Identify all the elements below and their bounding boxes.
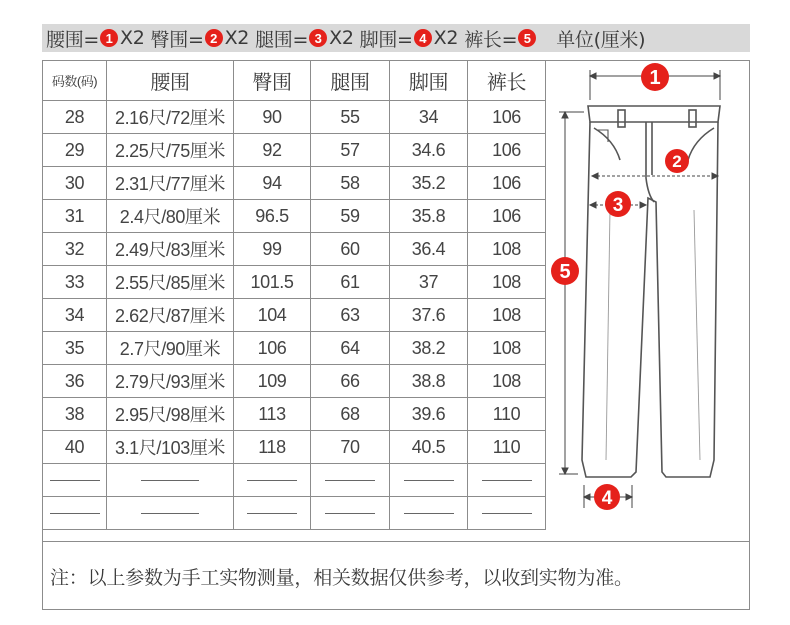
table-row — [43, 266, 546, 299]
table-cell: 33 — [43, 266, 107, 299]
table-row — [43, 101, 546, 134]
table-cell: 39.6 — [390, 398, 468, 431]
dimension-markers — [551, 63, 689, 510]
blank-underline — [404, 480, 454, 481]
column-header: 脚围 — [390, 61, 468, 101]
table-cell: 104 — [234, 299, 311, 332]
table-cell: 68 — [311, 398, 390, 431]
legend-length — [464, 25, 538, 52]
column-header: 腰围 — [107, 61, 234, 101]
blank-underline — [482, 480, 532, 481]
legend-badge: 3 — [309, 29, 327, 47]
table-cell: 106 — [468, 101, 546, 134]
table-cell: 2.25尺/75厘米 — [107, 134, 234, 167]
table-cell: 32 — [43, 233, 107, 266]
legend-label: 腿围= — [255, 28, 309, 51]
legend-label: 臀围= — [150, 28, 204, 51]
table-cell: 35.2 — [390, 167, 468, 200]
table-cell: 106 — [234, 332, 311, 365]
table-cell: 60 — [311, 233, 390, 266]
unit-label: 单位(厘米) — [556, 28, 646, 51]
legend-badge: 1 — [100, 29, 118, 47]
column-header: 裤长 — [468, 61, 546, 101]
table-row — [43, 431, 546, 464]
legend-suffix: X2 — [433, 27, 459, 49]
blank-underline — [141, 480, 199, 481]
blank-underline — [247, 480, 297, 481]
table-cell: 37.6 — [390, 299, 468, 332]
blank-cell — [468, 497, 546, 530]
legend-thigh — [255, 25, 354, 52]
table-cell: 34 — [43, 299, 107, 332]
column-header: 臀围 — [234, 61, 311, 101]
table-row — [43, 167, 546, 200]
blank-underline — [247, 513, 297, 514]
table-cell: 36 — [43, 365, 107, 398]
legend-suffix: X2 — [120, 27, 145, 49]
table-cell: 2.31尺/77厘米 — [107, 167, 234, 200]
legend-label: 脚围= — [359, 28, 413, 51]
disclaimer-text: 注：以上参数为手工实物测量，相关数据仅供参考，以收到实物为准。 — [50, 566, 633, 589]
table-cell: 36.4 — [390, 233, 468, 266]
table-cell: 90 — [234, 101, 311, 134]
legend-hem — [360, 25, 459, 52]
table-row — [43, 332, 546, 365]
blank-underline — [50, 480, 100, 481]
length-marker-label: 5 — [559, 261, 571, 283]
legend-suffix: X2 — [329, 27, 354, 49]
blank-cell — [43, 464, 107, 497]
blank-underline — [325, 513, 375, 514]
table-cell: 61 — [311, 266, 390, 299]
table-cell: 38.2 — [390, 332, 468, 365]
table-cell: 2.7尺/90厘米 — [107, 332, 234, 365]
legend-badge: 5 — [518, 29, 536, 47]
legend-hip — [151, 25, 250, 52]
table-cell: 113 — [234, 398, 311, 431]
table-cell: 108 — [468, 332, 546, 365]
table-cell: 108 — [468, 299, 546, 332]
table-cell: 70 — [311, 431, 390, 464]
blank-row — [43, 497, 546, 530]
hem-marker-label: 4 — [601, 488, 613, 509]
table-cell: 58 — [311, 167, 390, 200]
blank-cell — [311, 497, 390, 530]
disclaimer-note — [42, 541, 750, 610]
blank-cell — [107, 464, 234, 497]
table-cell: 63 — [311, 299, 390, 332]
blank-cell — [234, 464, 311, 497]
table-cell: 31 — [43, 200, 107, 233]
table-cell: 64 — [311, 332, 390, 365]
measurement-legend — [42, 24, 750, 52]
pants-diagram — [544, 60, 750, 541]
table-cell: 106 — [468, 134, 546, 167]
table-cell: 2.16尺/72厘米 — [107, 101, 234, 134]
table-cell: 108 — [468, 365, 546, 398]
table-cell: 34.6 — [390, 134, 468, 167]
pants-illustration — [544, 60, 750, 541]
blank-cell — [107, 497, 234, 530]
table-cell: 40.5 — [390, 431, 468, 464]
table-row — [43, 200, 546, 233]
table-cell: 55 — [311, 101, 390, 134]
table-cell: 35 — [43, 332, 107, 365]
blank-row — [43, 464, 546, 497]
table-cell: 110 — [468, 398, 546, 431]
table-cell: 2.95尺/98厘米 — [107, 398, 234, 431]
table-cell: 57 — [311, 134, 390, 167]
table-cell: 108 — [468, 266, 546, 299]
table-row — [43, 134, 546, 167]
hip-marker-label: 2 — [672, 152, 682, 171]
table-row — [43, 299, 546, 332]
table-cell: 2.62尺/87厘米 — [107, 299, 234, 332]
table-cell: 35.8 — [390, 200, 468, 233]
table-cell: 28 — [43, 101, 107, 134]
table-cell: 37 — [390, 266, 468, 299]
table-cell: 118 — [234, 431, 311, 464]
legend-badge: 4 — [414, 29, 432, 47]
blank-cell — [390, 464, 468, 497]
column-header: 腿围 — [311, 61, 390, 101]
size-table — [42, 60, 546, 530]
legend-label: 腰围= — [46, 28, 100, 51]
table-cell: 96.5 — [234, 200, 311, 233]
blank-cell — [468, 464, 546, 497]
blank-underline — [404, 513, 454, 514]
table-cell: 2.4尺/80厘米 — [107, 200, 234, 233]
table-cell: 94 — [234, 167, 311, 200]
table-cell: 3.1尺/103厘米 — [107, 431, 234, 464]
table-row — [43, 398, 546, 431]
table-cell: 99 — [234, 233, 311, 266]
table-cell: 92 — [234, 134, 311, 167]
legend-badge: 2 — [205, 29, 223, 47]
table-cell: 106 — [468, 200, 546, 233]
blank-cell — [390, 497, 468, 530]
table-cell: 38.8 — [390, 365, 468, 398]
table-row — [43, 365, 546, 398]
table-cell: 38 — [43, 398, 107, 431]
table-cell: 110 — [468, 431, 546, 464]
table-cell: 40 — [43, 431, 107, 464]
legend-waist — [46, 25, 145, 52]
table-cell: 30 — [43, 167, 107, 200]
legend-label: 裤长= — [464, 28, 518, 51]
table-cell: 66 — [311, 365, 390, 398]
table-cell: 109 — [234, 365, 311, 398]
blank-underline — [50, 513, 100, 514]
blank-cell — [43, 497, 107, 530]
table-row — [43, 233, 546, 266]
column-header: 码数(码) — [43, 61, 107, 101]
thigh-marker-label: 3 — [612, 195, 624, 216]
table-cell: 59 — [311, 200, 390, 233]
blank-cell — [234, 497, 311, 530]
table-cell: 2.79尺/93厘米 — [107, 365, 234, 398]
table-cell: 2.55尺/85厘米 — [107, 266, 234, 299]
table-cell: 29 — [43, 134, 107, 167]
waist-marker-label: 1 — [649, 67, 661, 89]
table-cell: 108 — [468, 233, 546, 266]
blank-underline — [325, 480, 375, 481]
table-cell: 101.5 — [234, 266, 311, 299]
table-cell: 2.49尺/83厘米 — [107, 233, 234, 266]
table-cell: 34 — [390, 101, 468, 134]
blank-underline — [141, 513, 199, 514]
blank-underline — [482, 513, 532, 514]
table-header-row — [43, 61, 546, 101]
blank-cell — [311, 464, 390, 497]
table-cell: 106 — [468, 167, 546, 200]
legend-suffix: X2 — [224, 27, 250, 49]
